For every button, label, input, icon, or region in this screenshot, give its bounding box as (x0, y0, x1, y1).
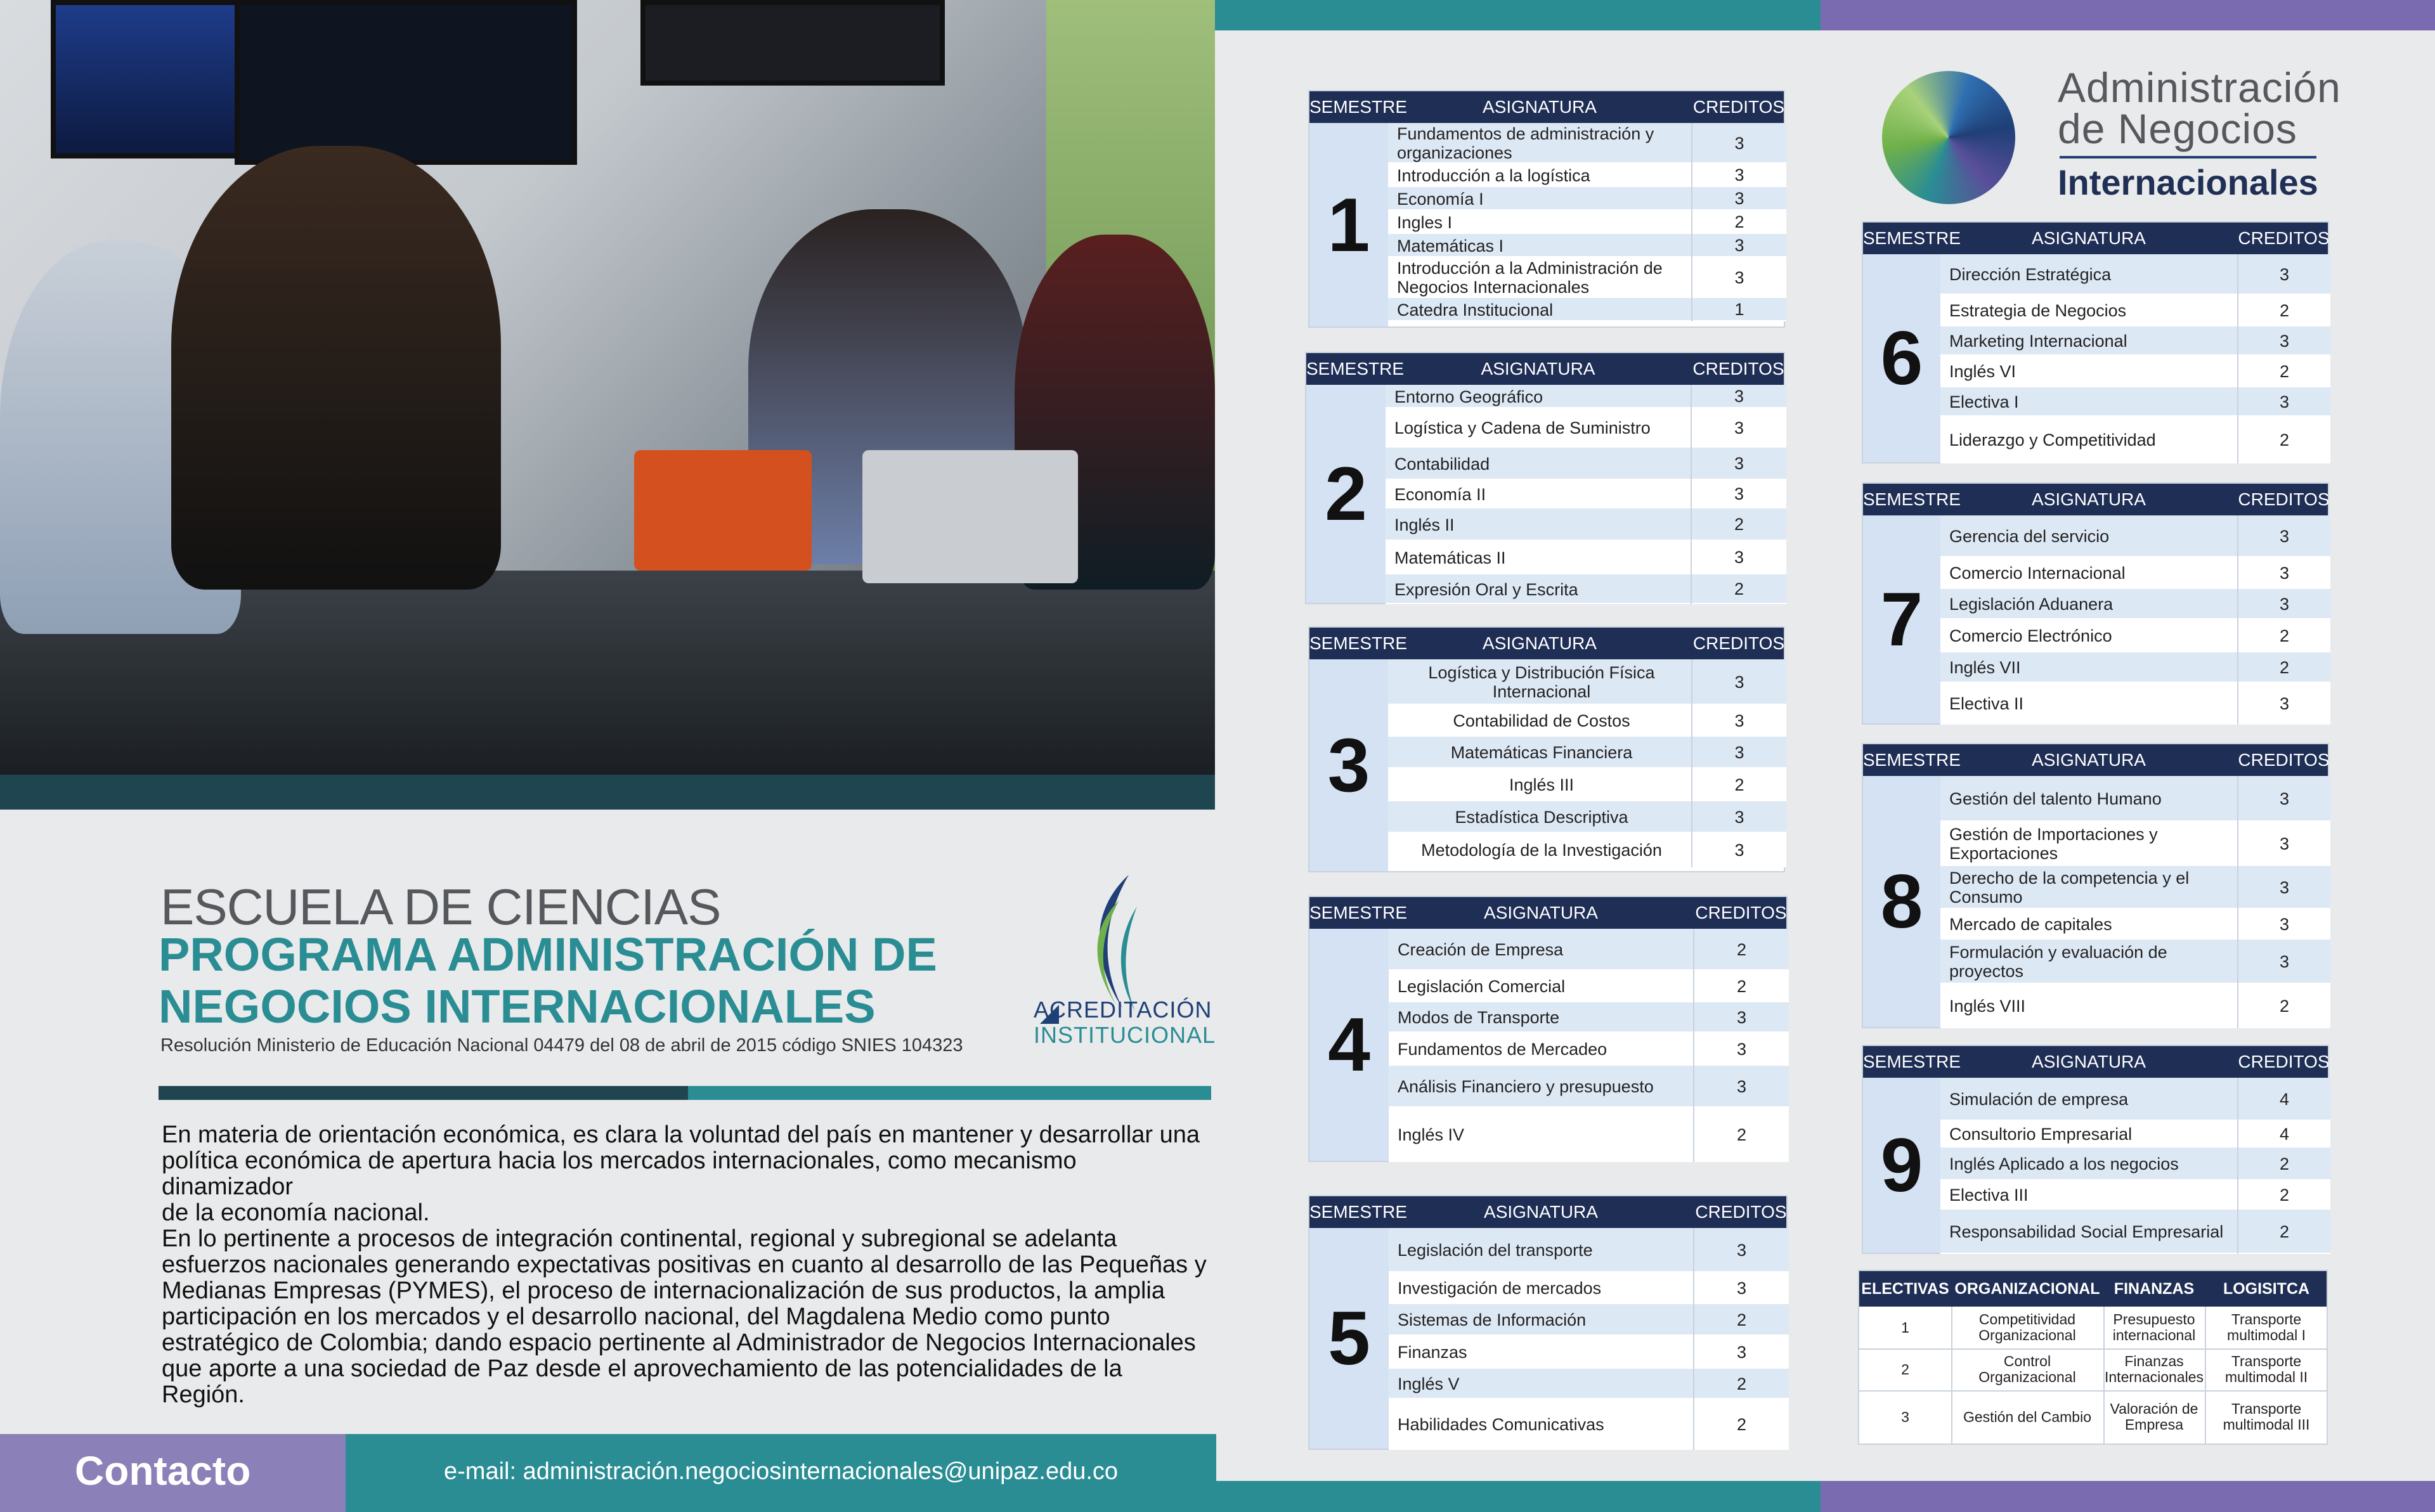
semester-header (1306, 353, 1784, 385)
subject-name: Economía I (1397, 189, 1484, 209)
accreditation-line1: ACREDITACIÓN (1034, 997, 1212, 1023)
subject-name: Comercio Internacional (1949, 564, 2126, 583)
subject-name: Estrategia de Negocios (1949, 301, 2127, 320)
subject-credits: 3 (1691, 408, 1786, 448)
laptop-silver (862, 450, 1078, 583)
subject-name: Inglés V (1398, 1374, 1460, 1393)
subject-credits: 3 (1691, 123, 1786, 164)
subject-name: Gestión del talento Humano (1949, 789, 2162, 808)
subject-credits: 3 (2237, 909, 2330, 940)
logo-line3: Internacionales (2058, 162, 2318, 202)
wall-screen-chart (235, 0, 577, 165)
subject-credits: 3 (2237, 515, 2330, 557)
subject-name: Metodología de la Investigación (1421, 841, 1662, 860)
accreditation-line2: INSTITUCIONAL (1034, 1022, 1216, 1048)
subject-credits: 3 (1691, 448, 1786, 480)
header-creditos: CREDITOS (1692, 97, 1785, 117)
subject-credits: 3 (1691, 164, 1786, 187)
logo-divider (2060, 156, 2316, 158)
subject-name: Expresión Oral y Escrita (1394, 579, 1578, 599)
subject-credits: 2 (2237, 1147, 2330, 1180)
header-creditos: CREDITOS (1692, 633, 1785, 653)
subject-credits: 3 (1693, 1033, 1789, 1066)
subject-credits: 3 (1691, 705, 1786, 737)
subject-credits: 3 (1691, 257, 1786, 298)
header-semestre: SEMESTRE (1309, 1202, 1408, 1222)
semester-table-7 (1862, 482, 2329, 725)
subject-name: Fundamentos de administración y organizaciones (1397, 124, 1654, 162)
semester-number: 1 (1309, 123, 1388, 326)
subject-name: Logística y Cadena de Suministro (1394, 418, 1651, 437)
subject-credits: 3 (1691, 541, 1786, 574)
subject-name: Responsabilidad Social Empresarial (1949, 1222, 2224, 1241)
semester-header (1309, 1196, 1786, 1228)
subject-credits: 3 (1691, 234, 1786, 257)
subject-credits: 3 (2237, 254, 2330, 295)
subject-credits: 2 (1693, 929, 1789, 971)
semester-header (1309, 897, 1786, 929)
subject-name: Matemáticas I (1397, 236, 1504, 255)
subject-name: Inglés VIII (1949, 997, 2026, 1016)
program-title (159, 929, 983, 1033)
subject-name: Electiva III (1949, 1186, 2029, 1205)
semester-header (1863, 484, 2328, 515)
subject-name: Catedra Institucional (1397, 300, 1554, 320)
laptop-orange (634, 450, 812, 571)
subject-name: Inglés Aplicado a los negocios (1949, 1154, 2179, 1173)
semester-number: 3 (1309, 659, 1388, 871)
electives-cell: 3 (1901, 1408, 1909, 1425)
electives-header-cell: ORGANIZACIONAL (1954, 1280, 2100, 1298)
description-paragraph: En materia de orientación económica, es clara la voluntad del país en mantener y desarrollar una política económica de apertura hacia los mercados internacionales, como mecanismo dinamizador de la economía nacional. En lo pertinente a procesos de integración continental, regional y subregional se adelanta esfuerzos nacionales generando expectativas positivas en cuanto al desarrollo de las Pequeñas y Medianas Empresas (PYMES), el proceso de internacionalización de sus productos, la amplia participación en los mercados y el desarrollo nacional, del Magdalena Medio como punto estratégico de Colombia; dando espacio pertinente al Administrador de Negocios Internacionales que aporte a una sociedad de Paz desde el aprovechamiento de las potencialidades de la Región. (162, 1121, 1207, 1408)
header-asignatura: ASIGNATURA (1483, 633, 1597, 653)
program-logo-icon (1882, 71, 2015, 204)
subject-name: Creación de Empresa (1398, 940, 1564, 959)
subject-credits: 2 (1693, 971, 1789, 1002)
logo-line1: Administración (2058, 64, 2341, 111)
semester-header (1309, 91, 1784, 123)
subject-credits: 3 (1693, 1228, 1789, 1272)
subject-credits: 3 (2237, 557, 2330, 589)
subject-name: Inglés III (1509, 775, 1575, 794)
semester-table-5 (1308, 1195, 1788, 1450)
semester-table-8 (1862, 743, 2329, 1028)
subject-name: Matemáticas Financiera (1450, 743, 1633, 762)
semester-number: 6 (1863, 254, 1940, 462)
semester-table-2 (1305, 352, 1785, 604)
subject-credits: 2 (2237, 1180, 2330, 1210)
semester-number: 4 (1309, 929, 1389, 1161)
electives-cell: Control Organizacional (1978, 1353, 2076, 1385)
subject-credits: 3 (1693, 1002, 1789, 1033)
subject-credits: 3 (2237, 683, 2330, 725)
electives-cell: Transporte multimodal I (2227, 1311, 2306, 1343)
header-semestre: SEMESTRE (1863, 228, 1961, 248)
electives-cell: Finanzas Internacionales (2105, 1353, 2204, 1385)
header-semestre: SEMESTRE (1863, 750, 1961, 770)
subject-name: Legislación Comercial (1398, 977, 1566, 996)
electives-row-divider (1859, 1348, 2327, 1350)
electives-header-cell: ELECTIVAS (1861, 1280, 1949, 1298)
subject-credits: 2 (1693, 1108, 1789, 1162)
subject-name: Introducción a la logística (1397, 165, 1590, 185)
subject-credits: 3 (2237, 387, 2330, 417)
electives-header (1859, 1271, 2327, 1307)
subject-credits: 4 (2237, 1078, 2330, 1121)
subject-credits: 2 (1691, 574, 1786, 604)
subject-credits: 2 (2237, 984, 2330, 1028)
header-semestre: SEMESTRE (1863, 489, 1961, 509)
semester-number: 7 (1863, 515, 1940, 723)
subject-credits: 3 (2237, 866, 2330, 909)
electives-cell: Gestión del Cambio (1963, 1408, 2091, 1425)
semester-table-9 (1862, 1045, 2329, 1254)
subject-name: Matemáticas II (1394, 548, 1506, 567)
subject-credits: 2 (1693, 1369, 1789, 1399)
subject-credits: 3 (2237, 940, 2330, 984)
hero-photo (0, 0, 1215, 775)
header-semestre: SEMESTRE (1309, 97, 1408, 117)
top-band-teal (1215, 0, 1821, 30)
top-band-purple (1821, 0, 2435, 30)
subject-name: Contabilidad (1394, 454, 1490, 474)
subject-credits: 3 (1691, 480, 1786, 508)
contact-email[interactable]: e-mail: administración.negociosinternacionales@unipaz.edu.co (444, 1458, 1119, 1485)
subject-credits: 3 (2237, 589, 2330, 619)
header-asignatura: ASIGNATURA (1483, 97, 1597, 117)
subject-name: Gerencia del servicio (1949, 527, 2110, 546)
subject-name: Electiva II (1949, 694, 2024, 713)
wall-speaker (640, 0, 945, 86)
header-semestre: SEMESTRE (1309, 633, 1408, 653)
header-asignatura: ASIGNATURA (2032, 228, 2146, 248)
bottom-band-teal (1215, 1481, 1821, 1512)
subject-name: Finanzas (1398, 1343, 1467, 1362)
semester-number: 9 (1863, 1078, 1940, 1253)
header-creditos: CREDITOS (2238, 489, 2330, 509)
subject-credits: 1 (1691, 298, 1786, 321)
electives-table (1858, 1270, 2328, 1445)
electives-cell: Transporte multimodal II (2224, 1353, 2308, 1385)
electives-col-divider (2103, 1307, 2105, 1444)
subject-name: Inglés IV (1398, 1125, 1465, 1144)
header-creditos: CREDITOS (2238, 1052, 2330, 1071)
subject-name: Investigación de mercados (1398, 1279, 1602, 1298)
subject-credits: 2 (1691, 210, 1786, 234)
semester-table-4 (1308, 896, 1788, 1162)
electives-cell: 1 (1901, 1319, 1909, 1336)
subject-name: Legislación del transporte (1398, 1241, 1593, 1260)
subject-name: Entorno Geográfico (1394, 387, 1543, 406)
subject-credits: 3 (1691, 385, 1786, 408)
contact-label: Contacto (75, 1448, 251, 1494)
subject-credits: 2 (1691, 508, 1786, 541)
person-standing (171, 146, 501, 590)
subject-name: Marketing Internacional (1949, 332, 2127, 351)
subject-credits: 3 (1691, 833, 1786, 867)
school-title: ESCUELA DE CIENCIAS (160, 879, 721, 935)
subject-credits: 2 (2237, 295, 2330, 326)
wall-screen (51, 0, 266, 158)
subject-name: Mercado de capitales (1949, 915, 2112, 934)
subject-credits: 2 (2237, 652, 2330, 683)
subject-credits: 3 (1693, 1336, 1789, 1369)
subject-name: Gestión de Importaciones y Exportaciones (1949, 825, 2158, 863)
subject-name: Dirección Estratégica (1949, 265, 2112, 284)
header-semestre: SEMESTRE (1863, 1052, 1961, 1071)
subject-credits: 2 (1693, 1399, 1789, 1450)
divider-teal (688, 1086, 1211, 1100)
subject-name: Introducción a la Administración de Negocios Internacionales (1397, 259, 1663, 297)
subject-credits: 3 (1691, 187, 1786, 210)
subject-credits: 4 (2237, 1121, 2330, 1147)
subject-name: Fundamentos de Mercadeo (1398, 1040, 1607, 1059)
resolution-text: Resolución Ministerio de Educación Nacional 04479 del 08 de abril de 2015 código SNIES 104323 (160, 1035, 963, 1056)
header-creditos: CREDITOS (2238, 228, 2330, 248)
semester-header (1863, 223, 2328, 254)
header-asignatura: ASIGNATURA (2032, 1052, 2146, 1071)
subject-credits: 2 (2237, 356, 2330, 387)
subject-name: Formulación y evaluación de proyectos (1949, 943, 2167, 981)
header-asignatura: ASIGNATURA (1484, 1202, 1598, 1222)
subject-credits: 3 (1691, 659, 1786, 705)
electives-header-cell: LOGISITCA (2223, 1280, 2310, 1298)
subject-name: Modos de Transporte (1398, 1008, 1560, 1027)
semester-table-1 (1308, 90, 1785, 328)
subject-name: Logística y Distribución Física Internacional (1428, 663, 1655, 701)
subject-name: Consultorio Empresarial (1949, 1125, 2133, 1144)
header-asignatura: ASIGNATURA (1481, 359, 1595, 378)
subject-name: Liderazgo y Competitividad (1949, 430, 2156, 449)
header-asignatura: ASIGNATURA (1484, 903, 1598, 922)
subject-credits: 2 (2237, 417, 2330, 463)
electives-cell: Transporte multimodal III (2223, 1400, 2310, 1433)
subject-name: Inglés VII (1949, 658, 2021, 677)
semester-header (1863, 1046, 2328, 1078)
semester-number: 2 (1306, 385, 1386, 603)
header-creditos: CREDITOS (2238, 750, 2330, 770)
subject-name: Contabilidad de Costos (1453, 711, 1630, 730)
semester-number: 5 (1309, 1228, 1389, 1449)
program-title-line1: PROGRAMA ADMINISTRACIÓN DE (159, 928, 937, 981)
subject-name: Habilidades Comunicativas (1398, 1415, 1604, 1434)
subject-credits: 3 (1693, 1272, 1789, 1304)
bottom-band-purple (1821, 1481, 2435, 1512)
electives-row-divider (1859, 1390, 2327, 1392)
header-asignatura: ASIGNATURA (2032, 489, 2146, 509)
subject-name: Sistemas de Información (1398, 1310, 1587, 1329)
photo-bottom-band (0, 775, 1215, 810)
subject-name: Inglés VI (1949, 362, 2016, 381)
semester-number: 8 (1863, 776, 1940, 1027)
semester-table-3 (1308, 626, 1785, 872)
subject-name: Ingles I (1397, 212, 1453, 232)
subject-name: Comercio Electrónico (1949, 626, 2112, 645)
electives-col-divider (2205, 1307, 2206, 1444)
semester-table-6 (1862, 221, 2329, 463)
header-semestre: SEMESTRE (1306, 359, 1405, 378)
header-asignatura: ASIGNATURA (2032, 750, 2146, 770)
header-creditos: CREDITOS (1692, 359, 1784, 378)
subject-credits: 2 (2237, 619, 2330, 652)
subject-name: Legislación Aduanera (1949, 595, 2114, 614)
electives-cell: 2 (1901, 1360, 1909, 1378)
subject-credits: 2 (2237, 1210, 2330, 1254)
semester-header (1309, 628, 1784, 659)
electives-cell: Competitividad Organizacional (1978, 1311, 2076, 1343)
subject-credits: 2 (1691, 768, 1786, 801)
subject-credits: 3 (1691, 737, 1786, 768)
header-creditos: CREDITOS (1695, 903, 1787, 922)
header-creditos: CREDITOS (1695, 1202, 1787, 1222)
subject-name: Estadística Descriptiva (1455, 808, 1628, 827)
semester-header (1863, 744, 2328, 776)
divider-dark (159, 1086, 688, 1100)
subject-name: Derecho de la competencia y el Consumo (1949, 869, 2190, 907)
subject-name: Inglés II (1394, 515, 1455, 534)
subject-name: Economía II (1394, 484, 1486, 504)
subject-credits: 3 (1691, 801, 1786, 833)
subject-credits: 3 (2237, 776, 2330, 822)
logo-line2: de Negocios (2058, 105, 2297, 152)
electives-cell: Valoración de Empresa (2110, 1400, 2198, 1433)
subject-credits: 3 (2237, 822, 2330, 866)
electives-col-divider (1951, 1307, 1952, 1444)
subject-name: Simulación de empresa (1949, 1090, 2129, 1109)
subject-credits: 3 (1693, 1066, 1789, 1108)
subject-name: Análisis Financiero y presupuesto (1398, 1077, 1654, 1096)
program-title-line2: NEGOCIOS INTERNACIONALES (159, 980, 876, 1033)
subject-credits: 3 (2237, 326, 2330, 356)
subject-name: Electiva I (1949, 392, 2019, 411)
header-semestre: SEMESTRE (1309, 903, 1408, 922)
electives-cell: Presupuesto internacional (2112, 1311, 2196, 1343)
subject-credits: 2 (1693, 1304, 1789, 1336)
electives-header-cell: FINANZAS (2114, 1280, 2195, 1298)
